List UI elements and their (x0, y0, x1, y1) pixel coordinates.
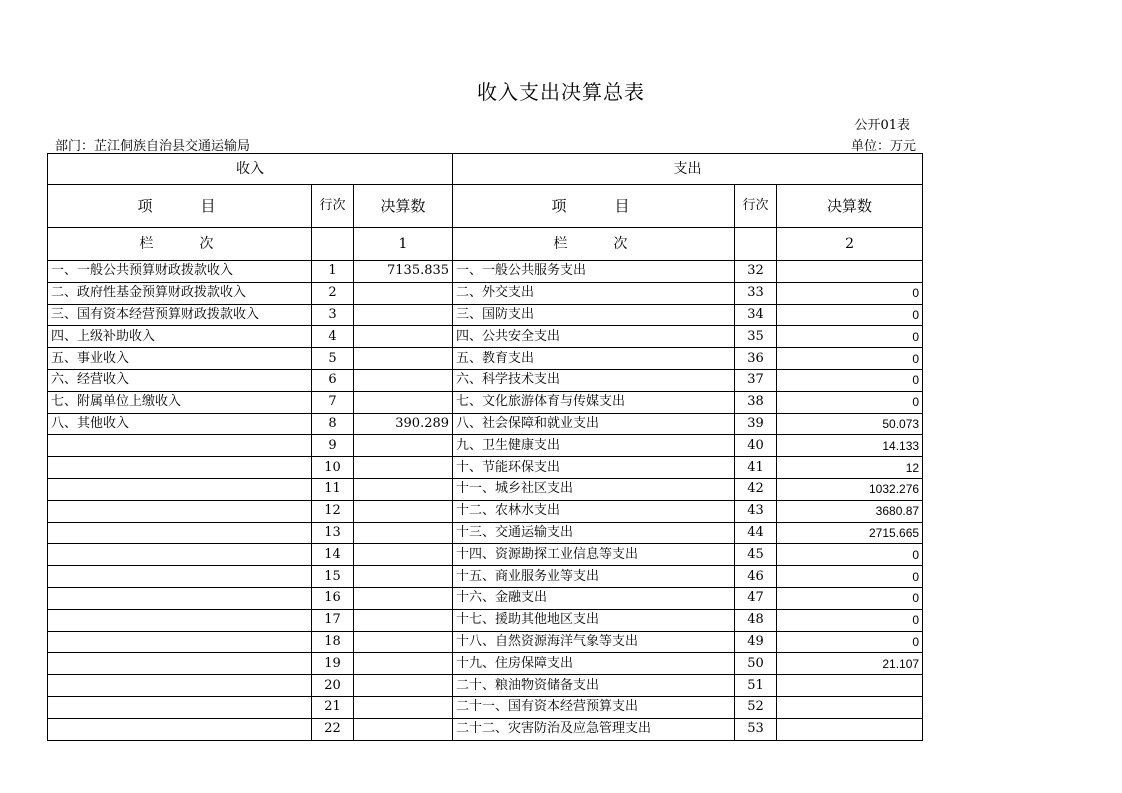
table-row (48, 522, 923, 544)
table-row (48, 348, 923, 370)
income-line-cell: 14 (312, 544, 354, 566)
income-amount-cell (354, 718, 453, 740)
income-line-cell: 12 (312, 500, 354, 522)
expense-item-cell: 二十、粮油物资储备支出 (453, 675, 735, 697)
expense-amount-cell (777, 718, 923, 740)
expense-amount-cell: 2715.665 (777, 522, 923, 544)
income-amount-cell (354, 369, 453, 391)
table-row (48, 696, 923, 718)
expense-line-index-cell (735, 228, 777, 261)
expense-item-cell: 十九、住房保障支出 (453, 653, 735, 675)
expense-item-cell: 二十二、灾害防治及应急管理支出 (453, 718, 735, 740)
income-amount-cell (354, 653, 453, 675)
expense-item-cell: 十三、交通运输支出 (453, 522, 735, 544)
expense-line-cell: 34 (735, 304, 777, 326)
expense-amount-cell: 0 (777, 566, 923, 588)
budget-table (47, 153, 923, 741)
income-line-cell: 21 (312, 696, 354, 718)
expense-item-cell: 十二、农林水支出 (453, 500, 735, 522)
table-row (48, 675, 923, 697)
income-amount-cell (354, 631, 453, 653)
income-line-cell: 7 (312, 391, 354, 413)
income-line-cell: 5 (312, 348, 354, 370)
expense-line-cell: 43 (735, 500, 777, 522)
expense-item-cell: 十七、援助其他地区支出 (453, 609, 735, 631)
income-amount-cell (354, 304, 453, 326)
income-item-cell (48, 718, 312, 740)
expense-column-index: 2 (777, 228, 923, 261)
expense-item-cell: 十八、自然资源海洋气象等支出 (453, 631, 735, 653)
income-item-cell: 二、政府性基金预算财政拨款收入 (48, 282, 312, 304)
expense-amount-cell: 0 (777, 304, 923, 326)
income-amount-cell (354, 500, 453, 522)
expense-item-cell: 十六、金融支出 (453, 587, 735, 609)
income-item-cell (48, 653, 312, 675)
unit-label: 单位：万元 (850, 139, 916, 154)
expense-line-cell: 42 (735, 478, 777, 500)
income-item-cell: 一、一般公共预算财政拨款收入 (48, 261, 312, 283)
table-row (48, 304, 923, 326)
income-line-cell: 19 (312, 653, 354, 675)
section-header-row (48, 154, 923, 185)
income-item-cell (48, 609, 312, 631)
table-row (48, 391, 923, 413)
expense-item-cell: 五、教育支出 (453, 348, 735, 370)
income-amount-cell (354, 544, 453, 566)
expense-line-cell: 48 (735, 609, 777, 631)
expense-line-cell: 38 (735, 391, 777, 413)
expense-item-cell: 二、外交支出 (453, 282, 735, 304)
column-index-row (48, 228, 923, 261)
table-row (48, 369, 923, 391)
table-row (48, 566, 923, 588)
table-row (48, 544, 923, 566)
income-amount-cell (354, 348, 453, 370)
column-header-row (48, 185, 923, 228)
table-row (48, 326, 923, 348)
income-item-cell (48, 500, 312, 522)
expense-item-cell: 十、节能环保支出 (453, 457, 735, 479)
income-line-cell: 22 (312, 718, 354, 740)
form-number: 公开01表 (854, 118, 910, 133)
income-item-cell (48, 522, 312, 544)
expense-item-cell: 一、一般公共服务支出 (453, 261, 735, 283)
income-line-cell: 15 (312, 566, 354, 588)
income-line-index-cell (312, 228, 354, 261)
income-item-cell (48, 478, 312, 500)
income-line-cell: 11 (312, 478, 354, 500)
expense-amount-cell: 0 (777, 369, 923, 391)
expense-line-cell: 36 (735, 348, 777, 370)
expense-line-cell: 46 (735, 566, 777, 588)
income-item-cell: 五、事业收入 (48, 348, 312, 370)
income-item-cell (48, 587, 312, 609)
expense-line-header: 行次 (735, 185, 777, 228)
expense-amount-cell: 0 (777, 609, 923, 631)
income-amount-cell (354, 282, 453, 304)
expense-item-cell: 四、公共安全支出 (453, 326, 735, 348)
department-label: 部门：芷江侗族自治县交通运输局 (55, 139, 251, 154)
table-row (48, 609, 923, 631)
income-item-header: 项 目 (48, 185, 312, 228)
expense-line-cell: 51 (735, 675, 777, 697)
expense-item-cell: 十四、资源勘探工业信息等支出 (453, 544, 735, 566)
expense-line-cell: 33 (735, 282, 777, 304)
income-amount-cell (354, 326, 453, 348)
page-title: 收入支出决算总表 (477, 80, 645, 104)
expense-amount-cell (777, 261, 923, 283)
income-line-cell: 20 (312, 675, 354, 697)
table-row (48, 261, 923, 283)
expense-item-cell: 六、科学技术支出 (453, 369, 735, 391)
table-row (48, 587, 923, 609)
table-row (48, 653, 923, 675)
income-amount-cell (354, 522, 453, 544)
income-item-cell: 三、国有资本经营预算财政拨款收入 (48, 304, 312, 326)
income-item-cell (48, 457, 312, 479)
table-row (48, 500, 923, 522)
income-line-cell: 16 (312, 587, 354, 609)
expense-line-cell: 44 (735, 522, 777, 544)
income-item-cell (48, 631, 312, 653)
income-line-cell: 6 (312, 369, 354, 391)
expense-amount-cell: 0 (777, 282, 923, 304)
expense-item-cell: 三、国防支出 (453, 304, 735, 326)
table-row (48, 631, 923, 653)
income-item-cell (48, 566, 312, 588)
income-item-cell (48, 696, 312, 718)
table-row (48, 718, 923, 740)
table-row (48, 413, 923, 435)
income-amount-cell (354, 609, 453, 631)
expense-item-cell: 二十一、国有资本经营预算支出 (453, 696, 735, 718)
expense-line-cell: 49 (735, 631, 777, 653)
income-item-cell (48, 435, 312, 457)
income-item-cell: 六、经营收入 (48, 369, 312, 391)
income-item-cell: 八、其他收入 (48, 413, 312, 435)
expense-amount-cell: 14.133 (777, 435, 923, 457)
income-amount-header: 决算数 (354, 185, 453, 228)
income-line-cell: 1 (312, 261, 354, 283)
expense-amount-cell: 50.073 (777, 413, 923, 435)
expense-item-cell: 七、文化旅游体育与传媒支出 (453, 391, 735, 413)
expense-column-label: 栏 次 (453, 228, 735, 261)
expense-amount-cell: 0 (777, 544, 923, 566)
income-line-cell: 3 (312, 304, 354, 326)
income-line-cell: 2 (312, 282, 354, 304)
expense-line-cell: 50 (735, 653, 777, 675)
expense-amount-cell: 0 (777, 587, 923, 609)
expense-line-cell: 32 (735, 261, 777, 283)
expense-amount-cell: 21.107 (777, 653, 923, 675)
expense-item-cell: 八、社会保障和就业支出 (453, 413, 735, 435)
expense-line-cell: 39 (735, 413, 777, 435)
expense-item-cell: 九、卫生健康支出 (453, 435, 735, 457)
income-amount-cell (354, 435, 453, 457)
expense-item-cell: 十一、城乡社区支出 (453, 478, 735, 500)
income-section-header: 收入 (48, 154, 453, 185)
expense-line-cell: 35 (735, 326, 777, 348)
income-amount-cell (354, 391, 453, 413)
income-line-cell: 4 (312, 326, 354, 348)
expense-amount-cell: 0 (777, 391, 923, 413)
expense-amount-cell (777, 675, 923, 697)
income-item-cell: 四、上级补助收入 (48, 326, 312, 348)
expense-amount-cell: 12 (777, 457, 923, 479)
expense-amount-cell (777, 696, 923, 718)
expense-section-header: 支出 (453, 154, 923, 185)
income-line-cell: 17 (312, 609, 354, 631)
income-line-cell: 13 (312, 522, 354, 544)
table-row (48, 282, 923, 304)
expense-amount-header: 决算数 (777, 185, 923, 228)
income-amount-cell: 7135.835 (354, 261, 453, 283)
expense-amount-cell: 0 (777, 348, 923, 370)
income-line-cell: 9 (312, 435, 354, 457)
expense-amount-cell: 1032.276 (777, 478, 923, 500)
income-line-cell: 18 (312, 631, 354, 653)
expense-amount-cell: 0 (777, 631, 923, 653)
income-line-cell: 10 (312, 457, 354, 479)
table-row (48, 435, 923, 457)
expense-item-cell: 十五、商业服务业等支出 (453, 566, 735, 588)
expense-line-cell: 40 (735, 435, 777, 457)
expense-line-cell: 52 (735, 696, 777, 718)
income-amount-cell: 390.289 (354, 413, 453, 435)
expense-line-cell: 53 (735, 718, 777, 740)
expense-line-cell: 37 (735, 369, 777, 391)
income-amount-cell (354, 675, 453, 697)
table-row (48, 478, 923, 500)
expense-amount-cell: 3680.87 (777, 500, 923, 522)
income-amount-cell (354, 457, 453, 479)
income-line-header: 行次 (312, 185, 354, 228)
income-amount-cell (354, 696, 453, 718)
expense-line-cell: 45 (735, 544, 777, 566)
income-item-cell: 七、附属单位上缴收入 (48, 391, 312, 413)
income-amount-cell (354, 478, 453, 500)
expense-line-cell: 47 (735, 587, 777, 609)
income-item-cell (48, 544, 312, 566)
income-amount-cell (354, 587, 453, 609)
expense-amount-cell: 0 (777, 326, 923, 348)
income-column-index: 1 (354, 228, 453, 261)
income-column-label: 栏 次 (48, 228, 312, 261)
expense-item-header: 项 目 (453, 185, 735, 228)
income-item-cell (48, 675, 312, 697)
income-line-cell: 8 (312, 413, 354, 435)
income-amount-cell (354, 566, 453, 588)
table-row (48, 457, 923, 479)
expense-line-cell: 41 (735, 457, 777, 479)
